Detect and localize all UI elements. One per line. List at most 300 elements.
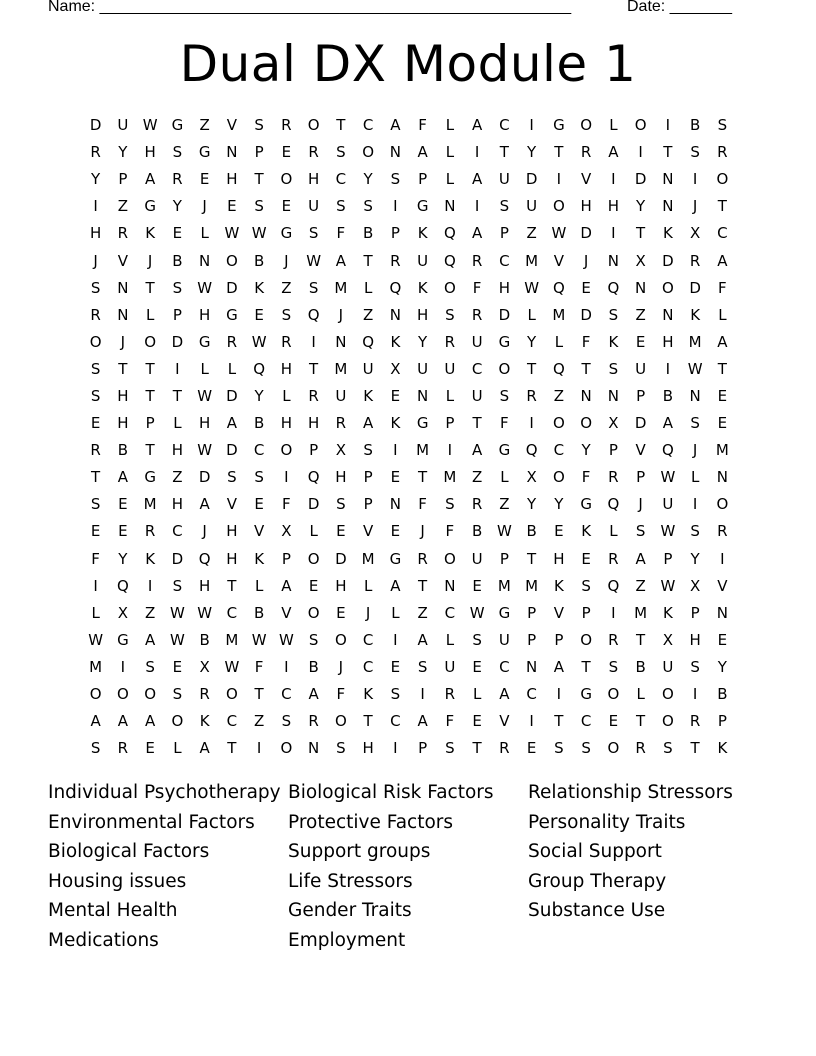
grid-letter: E	[390, 657, 401, 676]
word-list-item: Substance Use	[528, 900, 666, 922]
grid-letter: F	[254, 657, 264, 676]
grid-letter: E	[717, 414, 728, 433]
grid-letter: Y	[554, 495, 564, 514]
grid-letter: A	[717, 251, 728, 270]
grid-letter: U	[471, 332, 483, 351]
grid-letter: V	[499, 712, 510, 731]
word-list-item: Protective Factors	[288, 811, 454, 833]
grid-letter: S	[445, 495, 455, 514]
date-field-label: Date: _______	[627, 0, 732, 15]
grid-letter: U	[444, 657, 456, 676]
grid-letter: O	[661, 278, 674, 297]
grid-letter: O	[144, 685, 157, 704]
grid-letter: I	[529, 116, 534, 135]
grid-letter: H	[171, 441, 184, 460]
grid-letter: I	[611, 224, 616, 243]
grid-letter: S	[336, 495, 346, 514]
grid-letter: R	[499, 739, 510, 758]
grid-letter: S	[172, 576, 183, 595]
grid-letter: Z	[417, 603, 428, 622]
grid-letter: S	[281, 305, 292, 324]
grid-letter: L	[609, 522, 618, 541]
grid-letter: S	[390, 170, 401, 189]
grid-letter: S	[308, 630, 319, 649]
grid-letter: W	[687, 359, 703, 378]
grid-letter: R	[117, 224, 129, 243]
grid-letter: Y	[690, 549, 700, 568]
grid-letter: B	[717, 685, 728, 704]
grid-letter: T	[581, 359, 591, 378]
grid-letter: Y	[717, 657, 727, 676]
grid-letter: P	[717, 712, 727, 731]
grid-letter: L	[472, 685, 482, 704]
grid-letter: X	[662, 630, 674, 649]
grid-letter: K	[690, 305, 701, 324]
grid-row	[82, 112, 736, 139]
grid-letter: N	[662, 305, 674, 324]
grid-letter: C	[281, 685, 292, 704]
grid-letter: R	[471, 495, 483, 514]
grid-letter: M	[334, 359, 348, 378]
grid-letter: P	[172, 305, 182, 324]
grid-letter: J	[338, 657, 344, 676]
grid-letter: O	[307, 603, 320, 622]
grid-letter: O	[443, 549, 456, 568]
grid-letter: N	[716, 603, 728, 622]
grid-letter: A	[717, 332, 728, 351]
grid-letter: A	[471, 116, 483, 135]
grid-letter: L	[173, 414, 182, 433]
grid-letter: J	[583, 251, 589, 270]
grid-letter: V	[226, 495, 237, 514]
grid-letter: T	[145, 386, 155, 405]
grid-letter: P	[527, 630, 537, 649]
grid-letter: I	[529, 414, 534, 433]
grid-letter: Q	[607, 576, 620, 595]
grid-letter: O	[225, 251, 238, 270]
grid-letter: D	[226, 278, 238, 297]
grid-letter: J	[202, 522, 207, 541]
grid-letter: Y	[636, 197, 646, 216]
grid-letter: X	[335, 441, 347, 460]
grid-letter: H	[198, 414, 211, 433]
grid-letter: N	[662, 197, 674, 216]
grid-letter: S	[308, 224, 319, 243]
grid-row	[82, 166, 736, 193]
grid-letter: B	[172, 251, 183, 270]
grid-letter: P	[636, 468, 646, 487]
grid-letter: Y	[581, 441, 591, 460]
grid-letter: E	[336, 603, 346, 622]
grid-letter: Q	[116, 576, 129, 595]
grid-letter: S	[608, 657, 619, 676]
grid-letter: L	[445, 386, 455, 405]
grid-letter: S	[417, 657, 428, 676]
grid-letter: M	[143, 495, 157, 514]
grid-letter: T	[527, 359, 537, 378]
grid-letter: A	[144, 712, 156, 731]
grid-letter: T	[254, 170, 264, 189]
grid-letter: L	[445, 170, 455, 189]
grid-letter: U	[417, 359, 429, 378]
grid-letter: G	[416, 414, 429, 433]
grid-letter: O	[580, 630, 593, 649]
grid-letter: H	[416, 305, 429, 324]
grid-letter: L	[445, 630, 455, 649]
grid-letter: R	[90, 441, 101, 460]
grid-letter: N	[607, 251, 619, 270]
grid-letter: H	[307, 414, 320, 433]
grid-letter: S	[608, 305, 619, 324]
grid-letter: E	[717, 386, 728, 405]
grid-letter: Z	[253, 712, 265, 731]
grid-letter: S	[90, 739, 101, 758]
grid-letter: A	[471, 170, 483, 189]
grid-letter: D	[662, 251, 674, 270]
grid-letter: E	[581, 549, 591, 568]
grid-letter: H	[280, 359, 293, 378]
grid-letter: H	[280, 414, 293, 433]
grid-letter: I	[556, 685, 562, 704]
grid-letter: N	[526, 657, 538, 676]
grid-row	[82, 681, 736, 708]
grid-letter: F	[500, 414, 509, 433]
grid-letter: B	[253, 414, 265, 433]
grid-letter: H	[226, 549, 238, 568]
grid-letter: E	[118, 522, 128, 541]
grid-letter: D	[580, 224, 592, 243]
grid-letter: S	[581, 739, 591, 758]
grid-letter: O	[362, 143, 375, 162]
grid-letter: U	[471, 549, 483, 568]
grid-letter: I	[665, 116, 671, 135]
grid-letter: K	[254, 549, 265, 568]
grid-letter: U	[635, 359, 647, 378]
grid-letter: T	[554, 712, 564, 731]
grid-letter: O	[634, 116, 647, 135]
grid-letter: K	[254, 278, 265, 297]
grid-letter: L	[391, 603, 400, 622]
grid-letter: S	[635, 522, 646, 541]
grid-letter: T	[91, 468, 101, 487]
grid-letter: U	[362, 359, 374, 378]
grid-letter: F	[336, 685, 346, 704]
grid-letter: O	[307, 549, 320, 568]
grid-letter: S	[554, 739, 564, 758]
grid-letter: K	[717, 739, 728, 758]
grid-letter: L	[145, 305, 155, 324]
grid-letter: H	[689, 630, 701, 649]
grid-letter: E	[172, 224, 183, 243]
grid-letter: P	[281, 549, 291, 568]
grid-letter: E	[526, 739, 537, 758]
grid-letter: G	[498, 603, 511, 622]
grid-letter: W	[524, 278, 540, 297]
grid-letter: F	[91, 549, 100, 568]
grid-letter: S	[172, 278, 183, 297]
grid-letter: C	[526, 685, 537, 704]
grid-letter: W	[251, 630, 267, 649]
grid-letter: O	[661, 685, 674, 704]
grid-letter: T	[636, 630, 646, 649]
grid-letter: B	[362, 224, 374, 243]
grid-letter: N	[117, 305, 129, 324]
grid-row	[82, 708, 736, 735]
grid-letter: Y	[91, 170, 101, 189]
grid-letter: T	[145, 441, 155, 460]
grid-row	[82, 654, 736, 681]
grid-letter: A	[390, 576, 401, 595]
grid-letter: G	[416, 197, 429, 216]
grid-letter: C	[499, 116, 510, 135]
grid-letter: N	[580, 386, 592, 405]
grid-letter: O	[716, 495, 729, 514]
grid-letter: C	[362, 657, 374, 676]
grid-letter: I	[638, 143, 643, 162]
grid-letter: L	[363, 278, 373, 297]
grid-letter: Q	[253, 359, 266, 378]
grid-letter: L	[445, 143, 455, 162]
grid-letter: S	[254, 197, 264, 216]
grid-letter: P	[118, 170, 128, 189]
grid-letter: M	[416, 441, 430, 460]
grid-letter: E	[390, 386, 401, 405]
grid-letter: T	[118, 359, 128, 378]
grid-letter: E	[227, 197, 237, 216]
grid-letter: H	[498, 278, 511, 297]
grid-letter: A	[417, 143, 428, 162]
grid-letter: S	[690, 657, 700, 676]
grid-letter: G	[226, 305, 238, 324]
grid-letter: Q	[198, 549, 211, 568]
grid-row	[82, 410, 736, 437]
grid-letter: N	[444, 576, 456, 595]
grid-letter: Z	[362, 305, 374, 324]
grid-letter: S	[608, 359, 619, 378]
grid-letter: V	[226, 116, 237, 135]
grid-letter: T	[254, 685, 264, 704]
grid-letter: A	[335, 251, 346, 270]
grid-letter: G	[580, 685, 592, 704]
grid-letter: K	[662, 603, 673, 622]
grid-letter: D	[335, 549, 347, 568]
grid-letter: I	[692, 685, 698, 704]
grid-letter: S	[499, 386, 510, 405]
grid-letter: C	[390, 712, 401, 731]
grid-letter: K	[390, 414, 401, 433]
grid-letter: I	[447, 441, 453, 460]
grid-letter: O	[280, 441, 293, 460]
grid-letter: R	[689, 712, 701, 731]
grid-letter: F	[418, 116, 427, 135]
grid-row	[82, 464, 736, 491]
grid-letter: L	[527, 305, 536, 324]
grid-letter: W	[306, 251, 322, 270]
grid-letter: O	[280, 170, 293, 189]
grid-letter: H	[198, 576, 211, 595]
grid-letter: O	[280, 739, 293, 758]
grid-row	[82, 329, 736, 356]
grid-letter: H	[144, 143, 156, 162]
grid-letter: W	[197, 603, 213, 622]
grid-letter: U	[117, 116, 129, 135]
grid-letter: U	[498, 630, 510, 649]
grid-letter: O	[334, 630, 347, 649]
grid-letter: L	[309, 522, 318, 541]
grid-letter: S	[90, 495, 101, 514]
grid-letter: K	[417, 224, 428, 243]
grid-letter: E	[472, 576, 482, 595]
grid-letter: J	[420, 522, 425, 541]
grid-letter: W	[197, 441, 213, 460]
grid-letter: Q	[307, 305, 320, 324]
grid-letter: U	[498, 170, 510, 189]
grid-letter: L	[445, 116, 455, 135]
grid-letter: C	[362, 116, 374, 135]
grid-letter: D	[171, 549, 184, 568]
grid-letter: S	[581, 576, 591, 595]
grid-letter: J	[93, 251, 98, 270]
grid-letter: O	[334, 712, 347, 731]
grid-letter: F	[581, 468, 591, 487]
grid-letter: R	[717, 143, 728, 162]
grid-letter: R	[526, 386, 537, 405]
grid-letter: B	[689, 116, 701, 135]
grid-letter: L	[690, 468, 700, 487]
grid-letter: K	[608, 332, 619, 351]
grid-letter: N	[389, 495, 401, 514]
grid-letter: R	[144, 522, 156, 541]
grid-letter: E	[336, 522, 346, 541]
grid-letter: I	[393, 197, 398, 216]
grid-letter: D	[689, 278, 701, 297]
grid-row	[82, 247, 736, 274]
grid-letter: W	[197, 278, 213, 297]
grid-letter: N	[308, 739, 320, 758]
grid-letter: L	[500, 468, 509, 487]
grid-letter: W	[660, 576, 676, 595]
grid-letter: K	[581, 522, 592, 541]
grid-letter: I	[93, 576, 98, 595]
word-list-item: Individual Psychotherapy	[48, 782, 281, 803]
grid-letter: S	[663, 739, 673, 758]
grid-letter: O	[580, 414, 593, 433]
grid-letter: K	[363, 386, 374, 405]
grid-letter: N	[226, 143, 238, 162]
grid-letter: A	[417, 630, 428, 649]
grid-letter: T	[717, 359, 727, 378]
grid-letter: O	[171, 712, 184, 731]
grid-letter: D	[307, 495, 320, 514]
grid-letter: P	[690, 603, 700, 622]
grid-letter: N	[689, 386, 701, 405]
grid-letter: H	[607, 197, 620, 216]
grid-letter: A	[608, 143, 619, 162]
grid-letter: K	[662, 224, 673, 243]
grid-letter: R	[417, 549, 428, 568]
grid-letter: G	[144, 197, 156, 216]
grid-letter: A	[281, 576, 292, 595]
grid-letter: V	[553, 603, 564, 622]
grid-letter: E	[90, 522, 101, 541]
grid-letter: U	[526, 197, 538, 216]
grid-letter: P	[418, 170, 428, 189]
grid-letter: O	[552, 197, 565, 216]
grid-letter: R	[226, 332, 238, 351]
grid-letter: T	[527, 549, 537, 568]
grid-letter: H	[226, 170, 238, 189]
grid-letter: O	[89, 332, 102, 351]
grid-letter: E	[145, 739, 155, 758]
grid-letter: G	[117, 630, 129, 649]
grid-letter: I	[284, 468, 289, 487]
grid-letter: E	[118, 495, 128, 514]
grid-letter: T	[690, 739, 700, 758]
grid-letter: J	[147, 251, 153, 270]
grid-letter: A	[144, 630, 156, 649]
grid-letter: D	[525, 170, 538, 189]
grid-letter: Y	[527, 332, 537, 351]
grid-letter: Q	[362, 332, 375, 351]
grid-letter: P	[418, 739, 428, 758]
grid-letter: P	[145, 414, 155, 433]
grid-letter: V	[281, 603, 292, 622]
grid-letter: B	[308, 657, 319, 676]
grid-letter: R	[608, 468, 619, 487]
grid-letter: Z	[471, 468, 483, 487]
grid-letter: B	[117, 441, 129, 460]
grid-letter: I	[393, 441, 398, 460]
grid-letter: T	[499, 143, 509, 162]
grid-letter: Z	[526, 224, 537, 243]
grid-letter: R	[308, 143, 319, 162]
grid-letter: H	[117, 414, 129, 433]
grid-letter: I	[311, 332, 316, 351]
grid-letter: Y	[254, 386, 264, 405]
word-list	[48, 778, 768, 956]
grid-letter: A	[117, 468, 128, 487]
grid-letter: S	[499, 197, 510, 216]
grid-letter: R	[471, 305, 483, 324]
grid-letter: E	[472, 712, 482, 731]
grid-letter: Z	[117, 197, 129, 216]
grid-letter: D	[634, 170, 647, 189]
grid-letter: P	[363, 468, 373, 487]
grid-letter: I	[474, 197, 480, 216]
grid-letter: L	[91, 603, 100, 622]
grid-letter: D	[171, 332, 184, 351]
word-search-grid	[82, 112, 736, 762]
grid-letter: G	[553, 116, 565, 135]
grid-letter: W	[278, 630, 294, 649]
grid-letter: Q	[307, 468, 320, 487]
grid-letter: S	[145, 657, 155, 676]
grid-letter: Y	[118, 143, 128, 162]
grid-letter: H	[226, 522, 238, 541]
grid-letter: H	[362, 739, 374, 758]
grid-letter: W	[197, 386, 213, 405]
grid-letter: R	[90, 143, 101, 162]
grid-letter: Z	[553, 386, 565, 405]
grid-letter: T	[554, 143, 564, 162]
grid-letter: P	[499, 224, 509, 243]
grid-letter: G	[144, 468, 156, 487]
grid-letter: T	[472, 739, 482, 758]
grid-letter: Q	[552, 278, 565, 297]
grid-letter: Q	[389, 278, 402, 297]
grid-letter: I	[692, 170, 698, 189]
grid-letter: I	[665, 359, 671, 378]
